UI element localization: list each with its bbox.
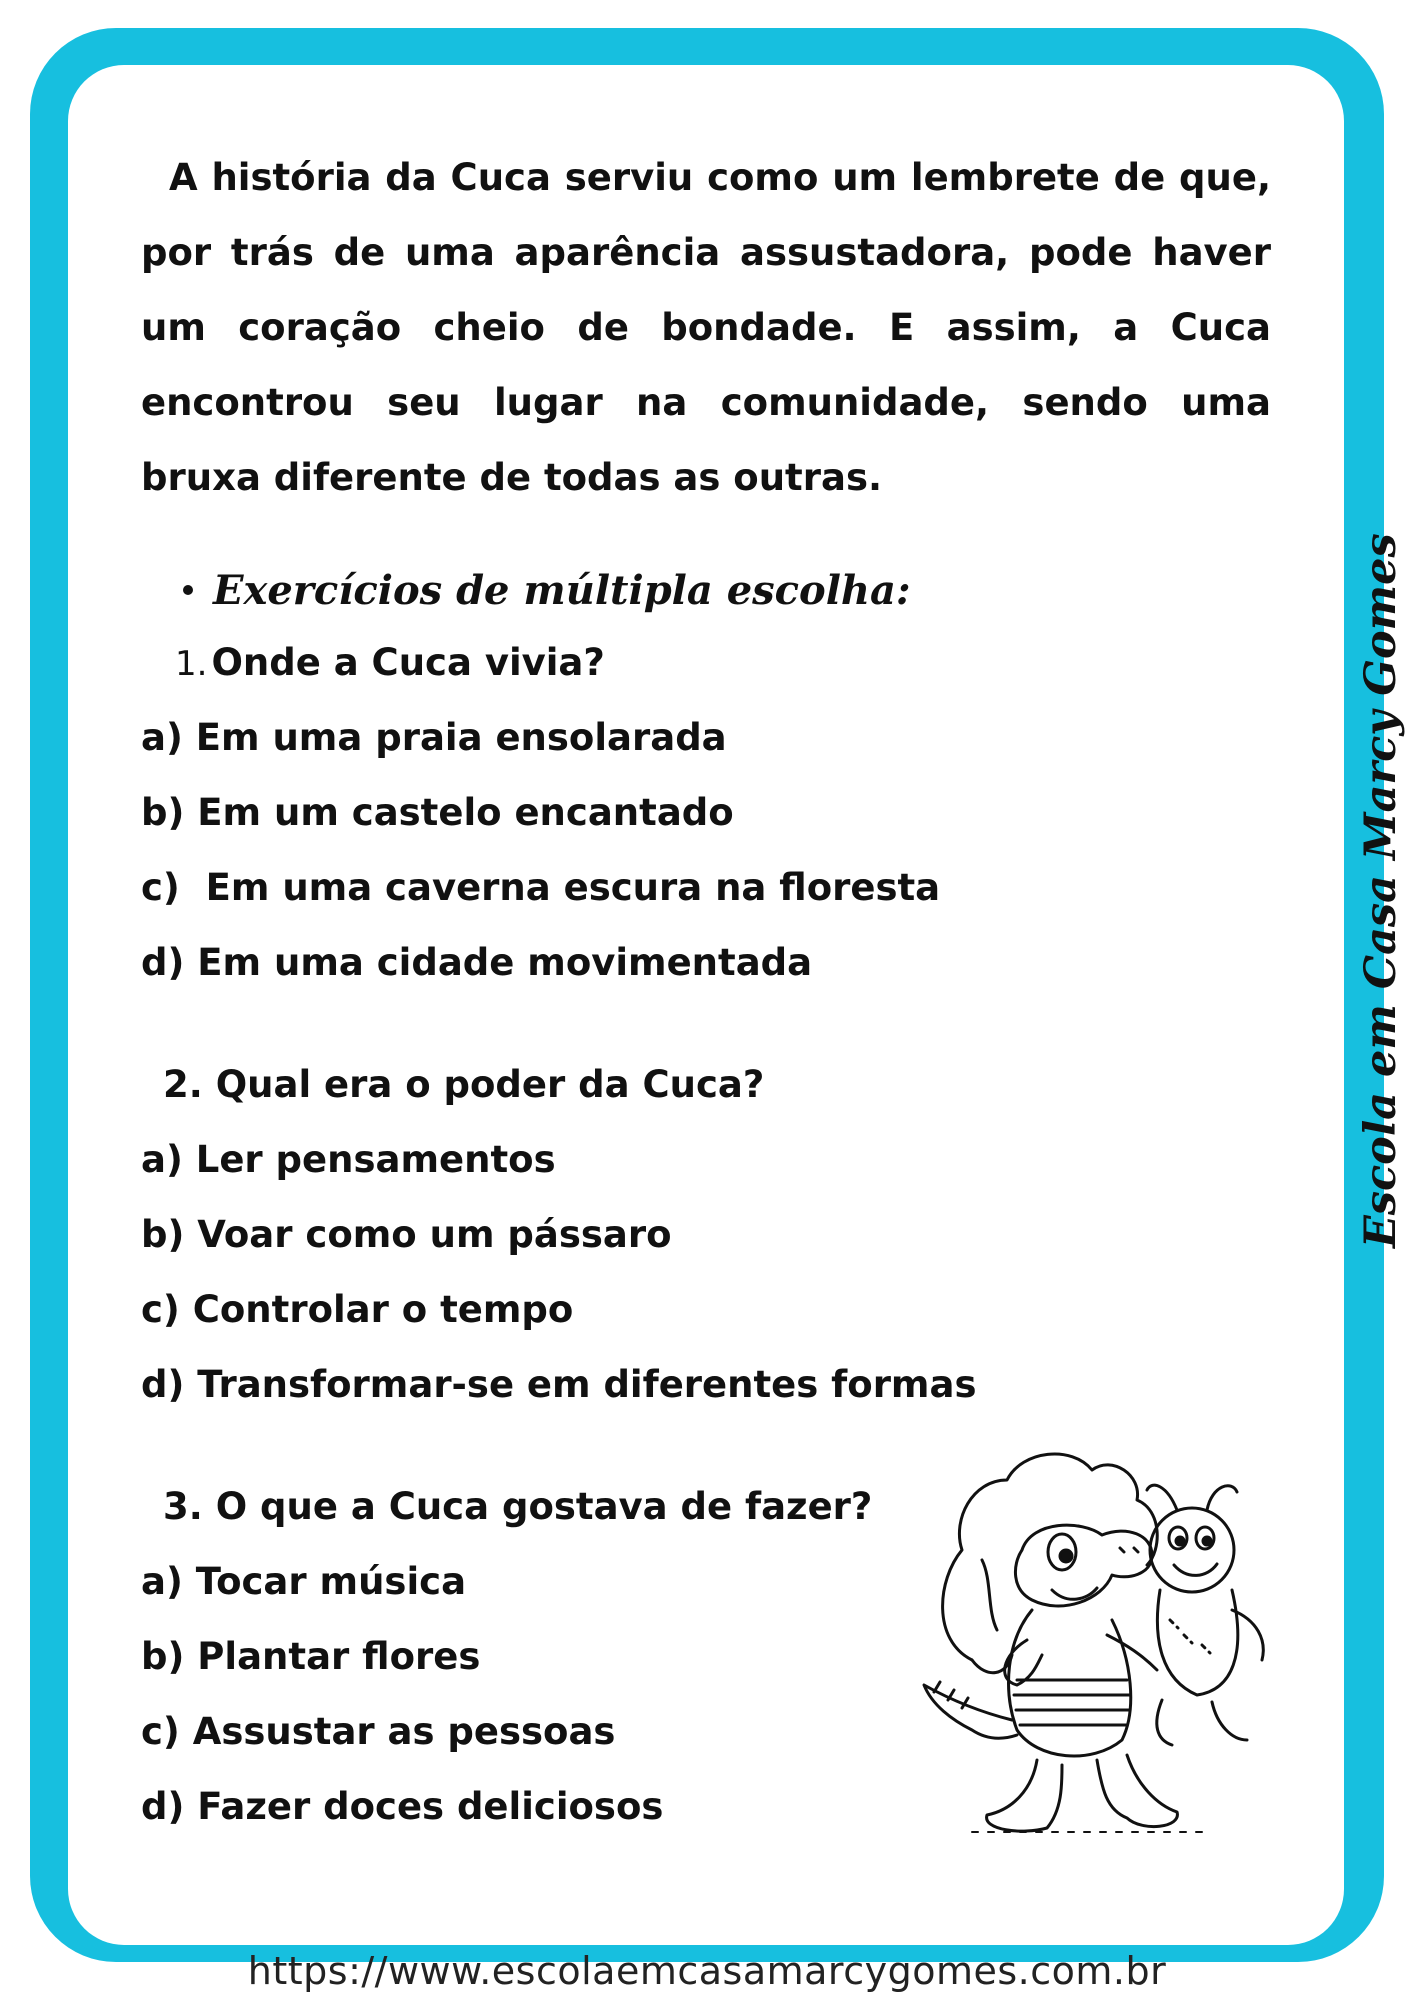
question-1-title <box>141 625 1271 700</box>
question-number: 3. <box>163 1485 203 1528</box>
option-b: b) Plantar flores <box>141 1635 481 1678</box>
question-2-title <box>141 1047 1271 1122</box>
option-a: a) Ler pensamentos <box>141 1138 556 1181</box>
question-text: O que a Cuca gostava de fazer? <box>215 1485 873 1528</box>
option-c: c) Em uma caverna escura na floresta <box>141 866 941 909</box>
option-a: a) Em uma praia ensolarada <box>141 716 727 759</box>
bullet-icon <box>183 585 193 595</box>
section-title-text: Exercícios de múltipla escolha: <box>213 566 911 614</box>
question-text: Qual era o poder da Cuca? <box>215 1063 765 1106</box>
option-d: d) Fazer doces deliciosos <box>141 1785 664 1828</box>
footer-url: https://www.escolaemcasamarcygomes.com.br <box>247 1949 1167 1993</box>
question-number: 1. <box>175 644 208 684</box>
cuca-illustration <box>912 1440 1292 1860</box>
option-d: d) Transformar-se em diferentes formas <box>141 1363 977 1406</box>
section-title <box>141 555 1271 625</box>
side-brand-label: Escola em Casa Marcy Gomes <box>1356 533 1406 1248</box>
option-b: b) Em um castelo encantado <box>141 791 734 834</box>
side-label-container <box>1336 533 1414 1248</box>
question-text: Onde a Cuca vivia? <box>211 641 605 684</box>
option-d: d) Em uma cidade movimentada <box>141 941 813 984</box>
intro-paragraph: A história da Cuca serviu como um lembrete de que, por trás de uma aparência assustadora, pode haver um coração cheio de bondade. E assim, a Cuca encontrou seu lugar na comunidade, sendo uma bruxa diferente de todas as outras. <box>141 156 1271 499</box>
question-number: 2. <box>163 1063 203 1106</box>
option-b: b) Voar como um pássaro <box>141 1213 672 1256</box>
option-c: c) Controlar o tempo <box>141 1288 574 1331</box>
option-a: a) Tocar música <box>141 1560 467 1603</box>
question-2 <box>141 1047 1271 1422</box>
question-1 <box>141 625 1271 1000</box>
option-c: c) Assustar as pessoas <box>141 1710 616 1753</box>
